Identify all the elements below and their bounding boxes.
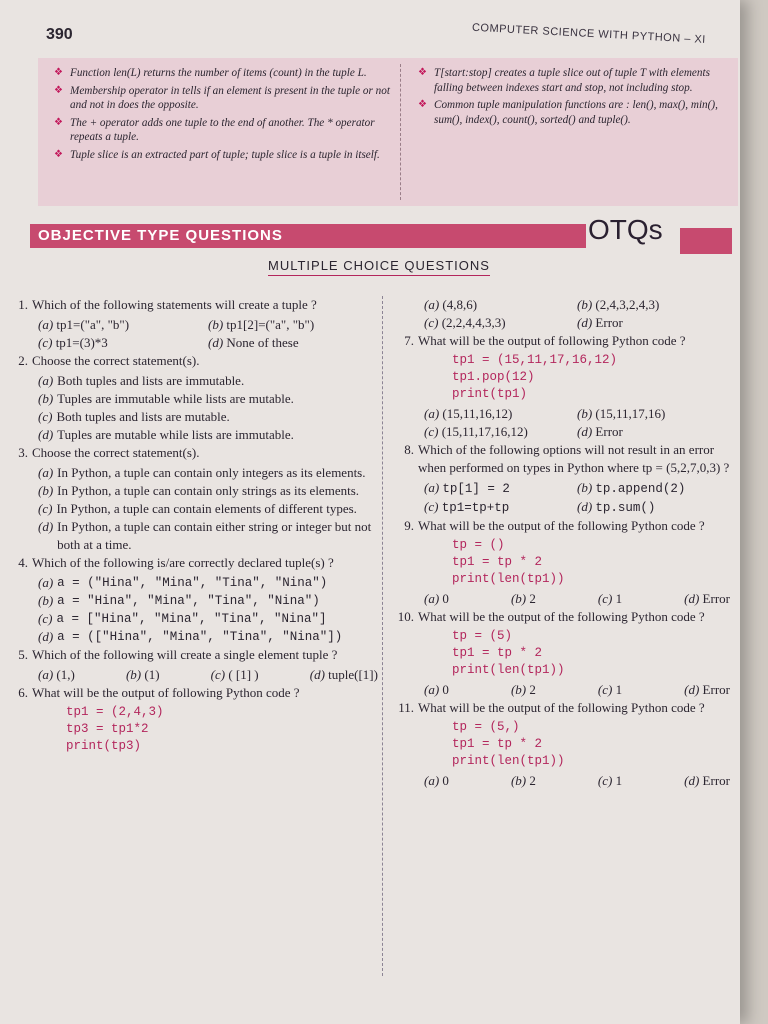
question-4: 4. Which of the following is/are correctly declared tuple(s) ? [18,555,334,570]
q4-option-c: (c) a = ["Hina", "Mina", "Tina", "Nina"] [38,611,327,626]
q4-option-d: (d) a = (["Hina", "Mina", "Tina", "Nina"]) [38,629,343,644]
q8-options-row2: (c) tp1=tp+tp (d) tp.sum() [424,499,656,515]
summary-box [38,58,738,206]
q5-options: (a) (1,) (b) (1) (c) ( [1] ) (d) tuple([1]) [38,667,378,682]
otq-bar [680,228,732,254]
q3-option-b: (b) In Python, a tuple can contain only strings as its elements. [38,483,360,498]
q4-option-a: (a) a = ("Hina", "Mina", "Tina", "Nina") [38,575,328,590]
question-8: 8. Which of the following options will not result in an error when performed on types in Python where tp = (5,2,7,0,3) ? [404,442,730,475]
summary-bullet: ❖ T[start:stop] creates a tuple slice out of tuple T with elements falling between indexes start and stop, not including stop. [418,67,710,94]
summary-divider [400,64,401,200]
q11-options: (a) 0 (b) 2 (c) 1 (d) Error [424,773,730,788]
q2-option-b: (b) Tuples are immutable while lists are mutable. [38,391,294,406]
question-2: 2. Choose the correct statement(s). [18,353,200,368]
summary-bullet: ❖ Membership operator in tells if an element is present in the tuple or not and not in does the opposite. [54,84,390,111]
summary-bullet: ❖ Function len(L) returns the number of items (count) in the tuple L. [54,67,367,79]
diamond-bullet-icon: ❖ [54,116,63,128]
summary-right [418,66,738,130]
diamond-bullet-icon: ❖ [54,67,63,78]
q6-options-row2: (c) (2,2,4,4,3,3) (d) Error [424,315,623,330]
q4-option-b: (b) a = "Hina", "Mina", "Tina", "Nina") [38,593,320,608]
diamond-bullet-icon: ❖ [418,99,427,110]
q3-option-d: (d) In Python, a tuple can contain either string or integer but not both at a time. [38,519,372,552]
q7-code: tp1 = (15,11,17,16,12) tp1.pop(12) print(tp1) [452,353,618,401]
q2-option-d: (d) Tuples are mutable while lists are immutable. [38,427,294,442]
q8-options-row1: (a) tp[1] = 2 (b) tp.append(2) [424,480,686,496]
question-7: 7. What will be the output of following Python code ? [404,333,686,348]
mcq-heading: MULTIPLE CHOICE QUESTIONS [268,258,490,276]
question-5: 5. Which of the following will create a single element tuple ? [18,647,338,662]
q7-options-row1: (a) (15,11,16,12) (b) (15,11,17,16) [424,406,666,421]
q2-option-c: (c) Both tuples and lists are mutable. [38,409,230,424]
q6-code: tp1 = (2,4,3) tp3 = tp1*2 print(tp3) [66,705,164,753]
diamond-bullet-icon: ❖ [418,67,427,78]
page-number: 390 [46,26,73,43]
question-3: 3. Choose the correct statement(s). [18,445,200,460]
question-9: 9. What will be the output of the following Python code ? [404,518,705,533]
otq-label: OTQs [588,214,663,245]
running-head: COMPUTER SCIENCE WITH PYTHON – XI [471,21,706,46]
q6-options-row1: (a) (4,8,6) (b) (2,4,3,2,4,3) [424,297,660,312]
q10-code: tp = (5) tp1 = tp * 2 print(len(tp1)) [452,629,565,677]
q2-option-a: (a) Both tuples and lists are immutable. [38,373,245,388]
q9-options: (a) 0 (b) 2 (c) 1 (d) Error [424,591,730,606]
q11-code: tp = (5,) tp1 = tp * 2 print(len(tp1)) [452,720,565,768]
question-6: 6. What will be the output of following Python code ? [18,685,300,700]
diamond-bullet-icon: ❖ [54,84,63,96]
q1-options-row2: (c) tp1=(3)*3 (d) None of these [38,335,299,350]
section-banner: OBJECTIVE TYPE QUESTIONS [30,224,586,248]
q3-option-a: (a) In Python, a tuple can contain only integers as its elements. [38,465,366,480]
q10-options: (a) 0 (b) 2 (c) 1 (d) Error [424,682,730,697]
question-10: 10. What will be the output of the following Python code ? [397,609,705,624]
summary-left [54,66,396,165]
right-column [390,296,730,790]
question-1: 1. Which of the following statements will create a tuple ? [18,297,317,312]
q7-options-row2: (c) (15,11,17,16,12) (d) Error [424,424,623,439]
summary-bullet: ❖ Common tuple manipulation functions are : len(), max(), min(), sum(), index(), count(), sorted() and tuple(). [418,99,718,126]
q3-option-c: (c) In Python, a tuple can contain elements of different types. [38,501,357,516]
column-divider [382,296,383,976]
q9-code: tp = () tp1 = tp * 2 print(len(tp1)) [452,538,565,586]
summary-bullet: ❖ The + operator adds one tuple to the end of another. The * operator repeats a tuple. [54,116,375,143]
summary-bullet: ❖ Tuple slice is an extracted part of tuple; tuple slice is a tuple in itself. [54,148,380,161]
question-11: 11. What will be the output of the following Python code ? [398,700,705,715]
diamond-bullet-icon: ❖ [54,148,63,160]
q1-options-row1: (a) tp1=("a", "b") (b) tp1[2]=("a", "b") [38,317,315,332]
left-column [4,296,378,757]
